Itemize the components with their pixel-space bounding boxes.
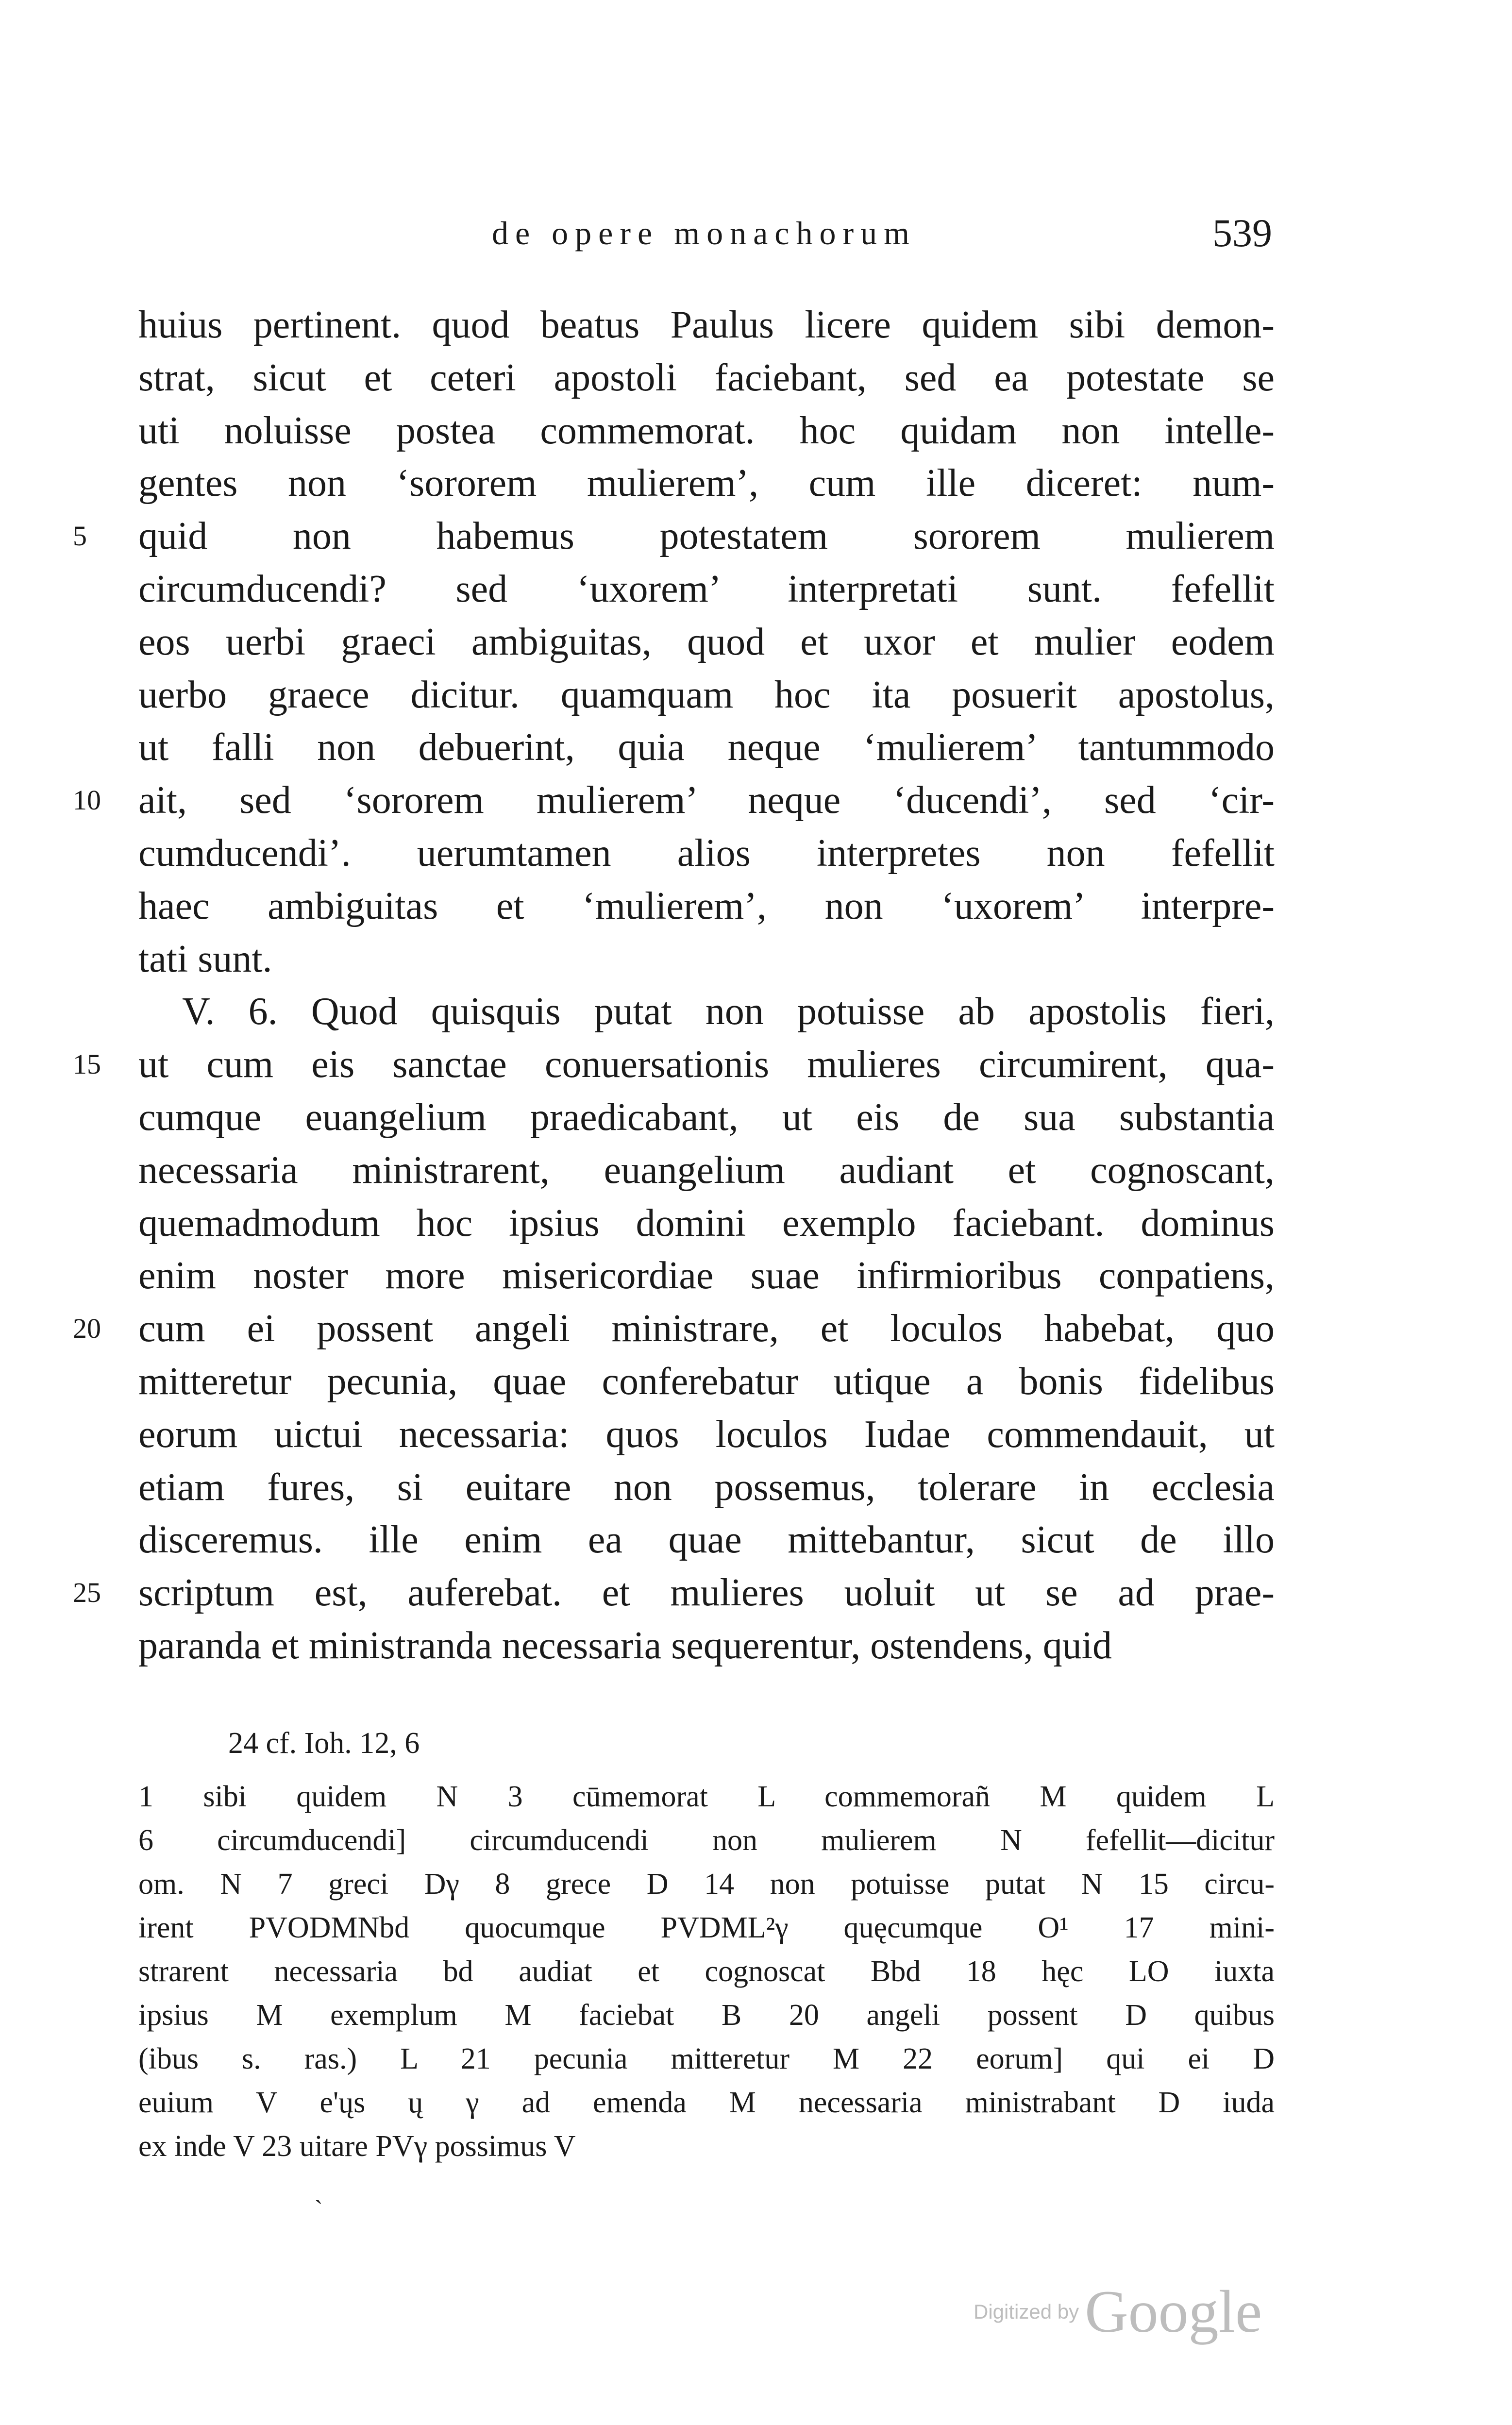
apparatus-line: ex inde V 23 uitare PVγ possimus V — [138, 2130, 576, 2163]
apparatus-line: (ibus s. ras.) L 21 pecunia mitteretur M 22 eorum] qui ei D — [138, 2042, 1275, 2075]
line-text: gentes non ‘sororem mulierem’, cum ille diceret: num- — [138, 462, 1275, 505]
line-text: strat, sicut et ceteri apostoli faciebant, sed ea potestate se — [138, 356, 1275, 399]
line-text: quemadmodum hoc ipsius domini exemplo faciebant. dominus — [138, 1201, 1275, 1245]
text-line — [138, 1408, 1275, 1461]
text-line — [138, 1619, 1275, 1672]
text-line — [138, 669, 1275, 722]
line-number: 10 — [73, 784, 101, 816]
line-text: cumducendi’. uerumtamen alios interpretes non fefellit — [138, 831, 1275, 875]
apparatus-line: 1 sibi quidem N 3 cūmemorat L commemorañ M quidem L — [138, 1780, 1275, 1813]
line-text: uerbo graece dicitur. quamquam hoc ita posuerit apostolus, — [138, 673, 1275, 716]
line-text: circumducendi? sed ‘uxorem’ interpretati sunt. fefellit — [138, 567, 1275, 610]
running-head — [136, 206, 1272, 260]
apparatus-line: ipsius M exemplum M faciebat B 20 angeli possent D quibus — [138, 1999, 1275, 2032]
line-text: etiam fures, si euitare non possemus, tolerare in ecclesia — [138, 1465, 1275, 1509]
line-number: 5 — [73, 520, 87, 552]
google-logo: Google — [1085, 2278, 1262, 2345]
text-line — [138, 457, 1275, 510]
stray-mark: ` — [315, 2195, 323, 2223]
apparatus-line: irent PVODMNbd quocumque PVDML²γ quęcumque O¹ 17 mini- — [138, 1911, 1275, 1944]
line-text: scriptum est, auferebat. et mulieres uoluit ut se ad prae- — [138, 1571, 1275, 1615]
line-text: huius pertinent. quod beatus Paulus licere quidem sibi demon- — [138, 303, 1275, 346]
line-text: ait, sed ‘sororem mulierem’ neque ‘ducendi’, sed ‘cir- — [138, 779, 1275, 822]
text-line — [73, 1302, 1275, 1355]
line-text: V. 6. Quod quisquis putat non potuisse ab apostolis fieri, — [182, 990, 1275, 1033]
line-text: necessaria ministrarent, euangelium audiant et cognoscant, — [138, 1148, 1275, 1192]
apparatus-line: euium V e'ųs ų γ ad emenda M necessaria ministrabant D iuda — [138, 2086, 1275, 2119]
text-line — [138, 1249, 1275, 1302]
text-line — [73, 1038, 1275, 1091]
apparatus-line: om. N 7 greci Dγ 8 grece D 14 non potuisse putat N 15 circu- — [138, 1868, 1275, 1901]
line-text: ut falli non debuerint, quia neque ‘mulierem’ tantummodo — [138, 726, 1275, 769]
page-number: 539 — [1212, 211, 1272, 255]
line-text: enim noster more misericordiae suae infirmioribus conpatiens, — [138, 1254, 1275, 1297]
watermark-prefix: Digitized by — [974, 2300, 1079, 2323]
text-line — [138, 1355, 1275, 1408]
critical-apparatus — [138, 1775, 1275, 2168]
apparatus-line: strarent necessaria bd audiat et cognoscat Bbd 18 hęc LO iuxta — [138, 1955, 1275, 1988]
line-number: 15 — [73, 1048, 101, 1080]
line-text: eorum uictui necessaria: quos loculos Iudae commendauit, ut — [138, 1413, 1275, 1456]
line-text: cum ei possent angeli ministrare, et loculos habebat, quo — [138, 1307, 1275, 1350]
line-text: haec ambiguitas et ‘mulierem’, non ‘uxorem’ interpre- — [138, 884, 1275, 927]
apparatus-line: 6 circumducendi] circumducendi non mulierem N fefellit—dicitur — [138, 1824, 1275, 1857]
line-text: mitteretur pecunia, quae conferebatur utique a bonis fidelibus — [138, 1360, 1275, 1403]
text-line — [138, 721, 1275, 774]
line-text: disceremus. ille enim ea quae mittebantur, sicut de illo — [138, 1518, 1275, 1562]
line-text: quid non habemus potestatem sororem mulierem — [138, 515, 1275, 558]
line-text: tati sunt. — [138, 937, 272, 980]
line-text: eos uerbi graeci ambiguitas, quod et uxor et mulier eodem — [138, 620, 1275, 663]
running-title: de opere monachorum — [492, 215, 916, 252]
text-line — [73, 774, 1275, 827]
main-text-block — [73, 299, 1275, 1672]
scripture-reference: 24 cf. Ioh. 12, 6 — [228, 1727, 420, 1760]
text-line — [138, 404, 1275, 457]
text-line — [138, 1197, 1275, 1250]
line-number: 20 — [73, 1313, 101, 1345]
line-text: paranda et ministranda necessaria sequerentur, ostendens, quid — [138, 1624, 1112, 1667]
line-text: cumque euangelium praedicabant, ut eis de sua substantia — [138, 1095, 1275, 1139]
text-line — [138, 616, 1275, 669]
text-line — [138, 1461, 1275, 1514]
line-number: 25 — [73, 1577, 101, 1609]
text-line — [138, 1091, 1275, 1144]
text-line — [138, 299, 1275, 352]
text-line — [138, 880, 1275, 933]
text-line — [73, 510, 1275, 563]
text-line — [138, 1514, 1275, 1566]
text-line — [138, 985, 1275, 1038]
digitized-watermark — [974, 2277, 1262, 2345]
line-text: uti noluisse postea commemorat. hoc quidam non intelle- — [138, 409, 1275, 452]
text-line — [138, 827, 1275, 880]
text-line — [138, 1144, 1275, 1197]
text-line — [138, 563, 1275, 616]
text-line — [73, 1566, 1275, 1619]
text-line — [138, 352, 1275, 404]
text-line — [138, 933, 1275, 986]
line-text: ut cum eis sanctae conuersationis mulieres circumirent, qua- — [138, 1043, 1275, 1086]
